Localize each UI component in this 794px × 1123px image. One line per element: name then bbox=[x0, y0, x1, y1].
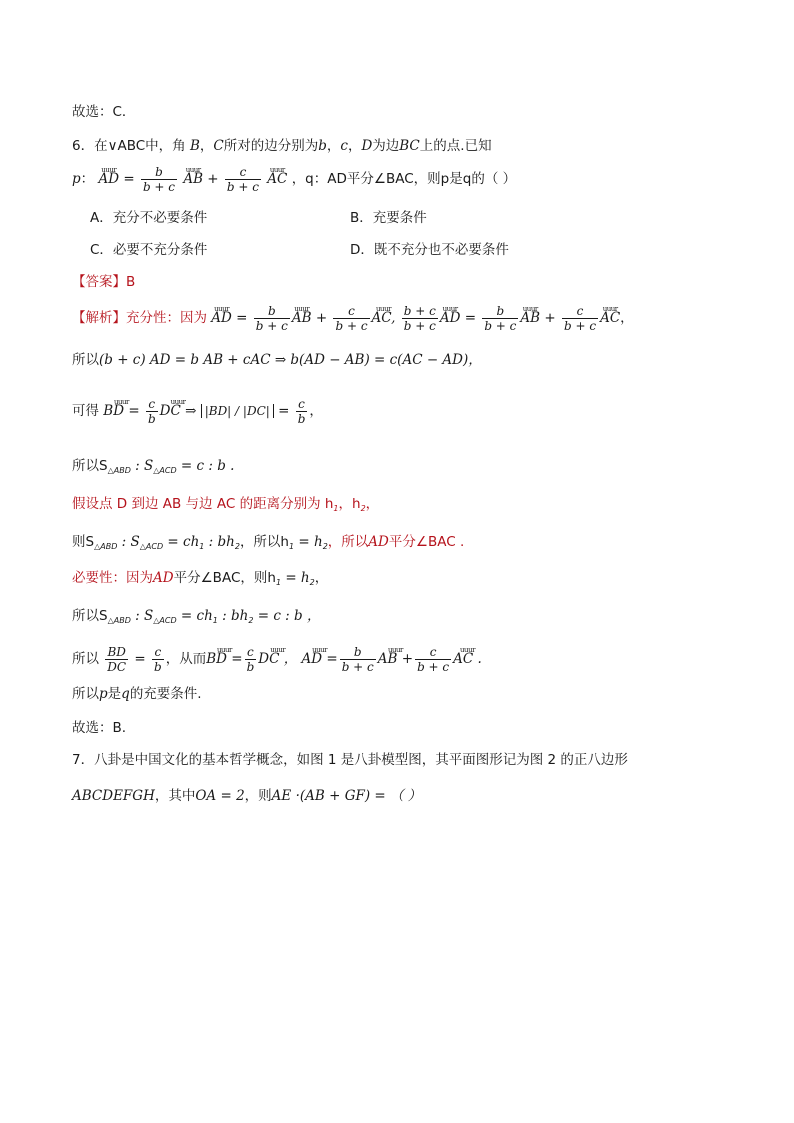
fraction-c-over-b bbox=[245, 645, 257, 674]
option-d bbox=[350, 240, 509, 260]
fraction-numerator: BD bbox=[105, 645, 128, 660]
so-h: ，所以h bbox=[239, 534, 289, 550]
answer-line bbox=[72, 272, 135, 292]
option-c-text: C．必要不充分条件 bbox=[90, 242, 208, 258]
vector-ac: uuur AC, bbox=[372, 302, 396, 334]
fraction-denominator: DC bbox=[107, 659, 127, 674]
vector-ad: uuur AD = bbox=[302, 644, 338, 674]
subscript-acd: △ACD bbox=[153, 466, 177, 475]
subscript-2: 2 bbox=[360, 504, 366, 513]
comma: ， bbox=[314, 570, 329, 586]
q6-comma-3: ， bbox=[347, 138, 362, 154]
q6-var-c: C bbox=[213, 138, 224, 154]
vector-ad: uuur AD bbox=[98, 164, 119, 194]
q6-comma: ， bbox=[199, 138, 214, 154]
subscript-abd: △ABD bbox=[107, 616, 131, 625]
area-ratio-value: = c : b . bbox=[176, 458, 235, 474]
ratio-value: = c : b ， bbox=[253, 608, 321, 624]
fraction-bd-over-dc bbox=[105, 645, 128, 674]
p-colon: ： bbox=[80, 171, 95, 187]
eq-h: = h bbox=[281, 570, 310, 586]
so-text: 所以 bbox=[72, 651, 99, 667]
fraction-b-over-bc bbox=[482, 304, 518, 333]
vector-bd: uuur BD = bbox=[206, 644, 242, 674]
option-b bbox=[350, 208, 427, 228]
fraction-numerator: c bbox=[152, 645, 164, 660]
conclusion-b bbox=[72, 718, 126, 738]
q7-then: ，则 bbox=[244, 788, 272, 804]
vector-dc: uuur DC ， bbox=[258, 644, 297, 674]
analysis-label: 【解析】 bbox=[72, 310, 126, 326]
q6-var-c2: c bbox=[340, 138, 348, 154]
area-s-text: 所以S bbox=[72, 458, 108, 474]
vector-ac: uuur AC . bbox=[453, 644, 482, 674]
ratio: : S bbox=[117, 534, 140, 550]
fraction-b-over-bc bbox=[340, 645, 376, 674]
magnitude-ratio: |BD| / |DC| bbox=[201, 404, 274, 418]
q6-var-d: D bbox=[361, 138, 373, 154]
fraction-numerator: b bbox=[254, 304, 290, 319]
vector-ac: uuur AC bbox=[600, 302, 620, 334]
option-c bbox=[90, 240, 207, 260]
vector-ab: uuur AB + bbox=[378, 644, 413, 674]
subscript-1: 1 bbox=[275, 578, 282, 587]
fraction-numerator: c bbox=[225, 165, 261, 180]
q7-where: ，其中 bbox=[154, 788, 196, 804]
fraction-numerator: b bbox=[141, 165, 177, 180]
comma: ， bbox=[365, 496, 380, 512]
analysis-line-9 bbox=[72, 644, 482, 674]
so-s: 所以S bbox=[72, 608, 108, 624]
subscript-1: 1 bbox=[212, 616, 218, 625]
analysis-line-7 bbox=[72, 568, 328, 593]
option-a-text: A．充分不必要条件 bbox=[90, 210, 208, 226]
p-label: p bbox=[72, 171, 81, 187]
q6-var-bc: BC bbox=[399, 138, 420, 154]
analysis-line-3 bbox=[72, 396, 323, 426]
analysis-line-1: 【解析】充分性：因为 uuur AD = $\frac{b}{b + c}$ uuur AB + $\frac{c}{b + c}$ uuur AC, $\frac{b + c}{b + c}$ uuur AD = $\frac{b}{b + c}$ uuur AB + $\frac{c}{b + c}$ uuur AC， bbox=[72, 302, 634, 334]
fraction-denominator: b + c bbox=[417, 659, 450, 674]
vector-dc: uuur DC ⇒ bbox=[160, 396, 197, 426]
q6-text-3: 为边 bbox=[372, 138, 400, 154]
subscript-2: 2 bbox=[322, 542, 328, 551]
fraction-b-over-bc bbox=[141, 165, 177, 194]
fraction-b-over-bc bbox=[254, 304, 290, 333]
subscript-abd: △ABD bbox=[94, 542, 118, 551]
subscript-2: 2 bbox=[309, 578, 315, 587]
fraction-c-over-b bbox=[146, 397, 158, 426]
subscript-1: 1 bbox=[199, 542, 205, 551]
vector-ac: uuur AC bbox=[267, 164, 287, 194]
fraction-bc-over-bc bbox=[402, 304, 438, 333]
q-condition-text: ，q：AD平分∠BAC，则p是q的（ ） bbox=[291, 171, 517, 187]
fraction-numerator: b bbox=[340, 645, 376, 660]
equals-sign: = bbox=[236, 310, 248, 326]
fraction-numerator: c bbox=[146, 397, 158, 412]
subscript-1: 1 bbox=[333, 504, 339, 513]
subscript-2: 2 bbox=[248, 616, 254, 625]
analysis-line-8 bbox=[72, 606, 320, 631]
octagon-name: ABCDEFGH bbox=[72, 788, 155, 804]
q6-var-b2: b bbox=[318, 138, 327, 154]
fraction-denominator: b + c bbox=[484, 318, 517, 333]
ch: = ch bbox=[163, 534, 200, 550]
fraction-denominator: b + c bbox=[255, 318, 288, 333]
bh: : bh bbox=[204, 534, 235, 550]
fraction-denominator: b + c bbox=[142, 179, 176, 194]
fraction-c-over-b bbox=[296, 397, 308, 426]
text-choose-c: 故选：C． bbox=[72, 104, 136, 120]
fraction-denominator: b bbox=[154, 659, 162, 674]
plus-sign: + bbox=[315, 310, 328, 326]
vector-ab: uuur AB bbox=[183, 164, 203, 194]
then-text: 则S bbox=[72, 534, 95, 550]
plus-sign: + bbox=[207, 171, 219, 187]
fraction-denominator: b bbox=[147, 411, 156, 426]
analysis-line-6 bbox=[72, 532, 464, 557]
text-choose-b: 故选：B. bbox=[72, 720, 127, 736]
subscript-abd: △ABD bbox=[107, 466, 131, 475]
fraction-c-over-bc bbox=[415, 645, 451, 674]
analysis-conclusion bbox=[72, 684, 202, 704]
ratio: : S bbox=[130, 608, 154, 624]
q7-text: 7．八卦是中国文化的基本哲学概念，如图 1 是八卦模型图，其平面图形记为图 2 的正八边形 bbox=[72, 752, 628, 768]
q-var: q bbox=[121, 686, 130, 702]
fraction-denominator: b + c bbox=[226, 179, 259, 194]
is-text: 是 bbox=[107, 686, 122, 702]
q6-var-b: B bbox=[189, 138, 200, 154]
q6-text: 6．在∨ABC中，角 bbox=[72, 138, 186, 154]
option-d-text: D．既不充分也不必要条件 bbox=[350, 242, 509, 258]
fraction-numerator: c bbox=[415, 645, 451, 660]
fraction-numerator: b + c bbox=[403, 303, 436, 318]
equals-sign: = bbox=[278, 403, 290, 419]
so-text: 所以 bbox=[72, 352, 99, 368]
subscript-1: 1 bbox=[289, 542, 295, 551]
vector-ab: uuur AB bbox=[292, 302, 312, 334]
necessity-text: 必要性：因为 bbox=[72, 570, 153, 586]
question-7-expression bbox=[72, 786, 421, 806]
conclusion-c bbox=[72, 102, 135, 122]
fraction-numerator: c bbox=[296, 397, 308, 412]
p-var: p bbox=[99, 686, 108, 702]
ad-text: AD bbox=[368, 534, 389, 550]
question-7-stem bbox=[72, 750, 628, 770]
fraction-denominator: b bbox=[246, 659, 255, 674]
fraction-numerator: b bbox=[482, 304, 518, 319]
ch: = ch bbox=[176, 608, 213, 624]
dot-product-expression: AE ·(AB + GF) = （ ） bbox=[271, 788, 422, 804]
vector-bd: uuur BD = bbox=[103, 396, 139, 426]
plus-sign: + bbox=[544, 310, 556, 326]
oa-value: OA = 2 bbox=[195, 788, 245, 804]
equals-sign: = bbox=[130, 651, 151, 667]
equals-sign: = bbox=[123, 171, 135, 187]
subscript-acd: △ACD bbox=[153, 616, 177, 625]
assume-mid: ，h bbox=[338, 496, 361, 512]
fraction-denominator: b bbox=[297, 411, 306, 426]
option-a bbox=[90, 208, 207, 228]
vector-ab: uuur AB bbox=[520, 302, 540, 334]
fraction-c-over-bc bbox=[225, 165, 261, 194]
comma: ， bbox=[309, 403, 323, 419]
equals-sign: = bbox=[464, 310, 477, 326]
vector-equation: (b + c) AD = b AB + cAC ⇒ b(AD − AB) = c(AC − AD)， bbox=[99, 352, 482, 368]
vector-ad: uuur AD bbox=[211, 302, 232, 334]
fraction-c-over-b bbox=[152, 645, 164, 674]
area-ratio: : S bbox=[130, 458, 154, 474]
fraction-numerator: c bbox=[333, 304, 369, 319]
fraction-denominator: b + c bbox=[341, 659, 374, 674]
vector-ad: uuur AD bbox=[440, 302, 461, 334]
so-text: 所以 bbox=[72, 686, 99, 702]
fraction-denominator: b + c bbox=[403, 318, 436, 333]
bh: : bh bbox=[217, 608, 249, 624]
q6-comma-2: ， bbox=[326, 138, 341, 154]
option-b-text: B．充要条件 bbox=[350, 210, 427, 226]
fraction-numerator: c bbox=[245, 645, 257, 660]
assume-text: 假设点 D 到边 AB 与边 AC 的距离分别为 h bbox=[72, 496, 334, 512]
fraction-denominator: b + c bbox=[335, 318, 368, 333]
subscript-acd: △ACD bbox=[139, 542, 164, 551]
thus-text: ，从而 bbox=[165, 651, 207, 667]
analysis-line-5 bbox=[72, 494, 379, 519]
analysis-sufficiency: 充分性：因为 bbox=[126, 310, 207, 326]
q6-text-2: 所对的边分别为 bbox=[223, 138, 319, 154]
fraction-numerator: c bbox=[562, 304, 598, 319]
subscript-2: 2 bbox=[234, 542, 240, 551]
question-6-condition bbox=[72, 164, 516, 194]
bisect-text: 平分∠BAC . bbox=[388, 534, 465, 550]
answer-text: 【答案】B bbox=[72, 274, 136, 290]
bisect-h: 平分∠BAC，则h bbox=[173, 570, 276, 586]
analysis-line-2 bbox=[72, 350, 482, 370]
condition-text: 的充要条件. bbox=[129, 686, 202, 702]
ad-text: AD bbox=[153, 570, 174, 586]
fraction-c-over-bc bbox=[333, 304, 369, 333]
so-text: ，所以 bbox=[327, 534, 369, 550]
analysis-line-4 bbox=[72, 456, 234, 481]
get-text: 可得 bbox=[72, 403, 99, 419]
eq-h: = h bbox=[294, 534, 323, 550]
question-6-stem bbox=[72, 136, 492, 156]
fraction-denominator: b + c bbox=[563, 318, 597, 333]
fraction-c-over-bc bbox=[562, 304, 598, 333]
q6-text-4: 上的点.已知 bbox=[419, 138, 492, 154]
